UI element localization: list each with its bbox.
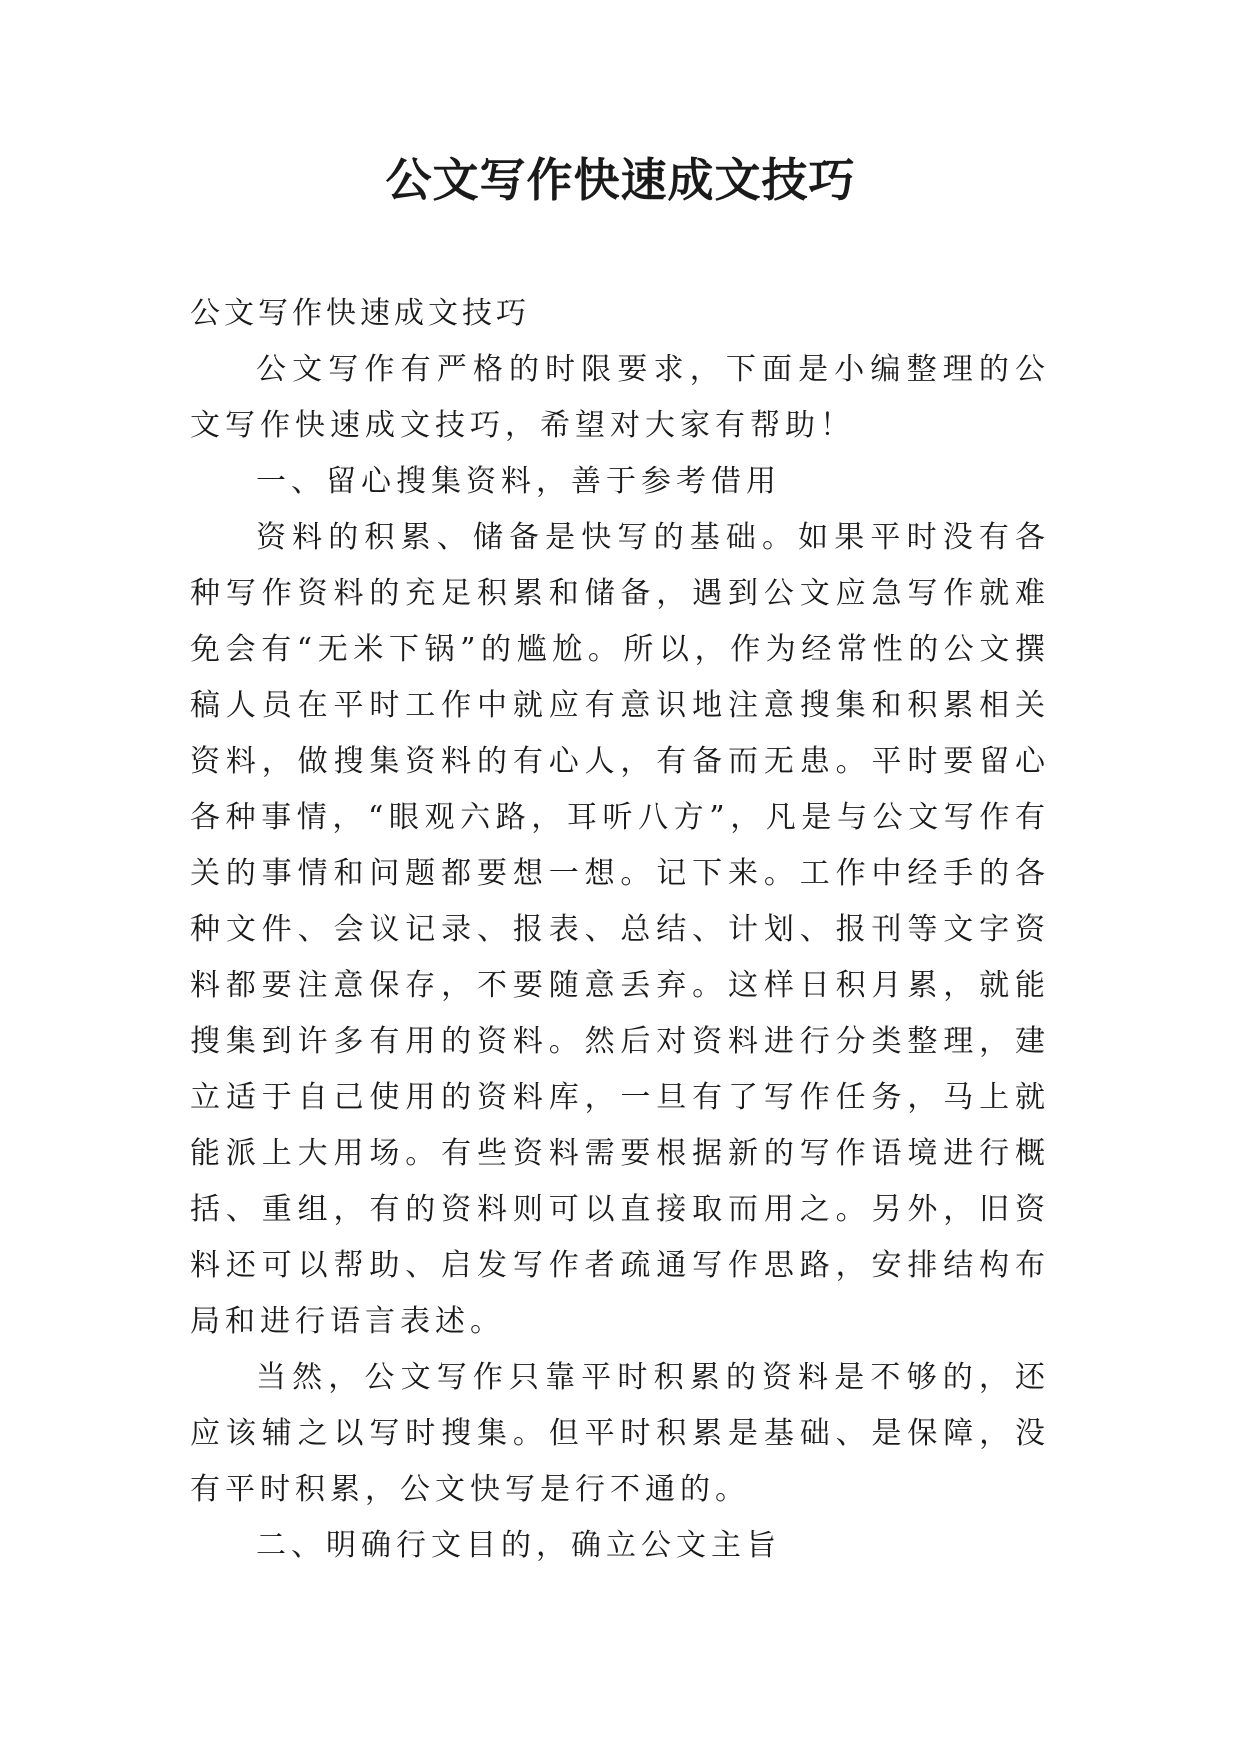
paragraph-section-1-body: 资料的积累、储备是快写的基础。如果平时没有各种写作资料的充足积累和储备，遇到公文应急写作就难免会有“无米下锅”的尴尬。所以，作为经常性的公文撰稿人员在平时工作中就应有意识地注意搜集和积累相关资料，做搜集资料的有心人，有备而无患。平时要留心各种事情，“眼观六路，耳听八方”，凡是与公文写作有关的事情和问题都要想一想。记下来。工作中经手的各种文件、会议记录、报表、总结、计划、报刊等文字资料都要注意保存，不要随意丢弃。这样日积月累，就能搜集到许多有用的资料。然后对资料进行分类整理，建立适于自己使用的资料库，一旦有了写作任务，马上就能派上大用场。有些资料需要根据新的写作语境进行概括、重组，有的资料则可以直接取而用之。另外，旧资料还可以帮助、启发写作者疏通写作思路，安排结构布局和进行语言表述。	[190, 520, 1050, 1339]
document-body	[190, 286, 1050, 1574]
paragraph-intro: 公文写作有严格的时限要求，下面是小编整理的公文写作快速成文技巧，希望对大家有帮助！	[190, 352, 1050, 443]
paragraph-section-1-conclusion: 当然，公文写作只靠平时积累的资料是不够的，还应该辅之以写时搜集。但平时积累是基础、是保障，没有平时积累，公文快写是行不通的。	[190, 1360, 1050, 1507]
document-title: 公文写作快速成文技巧	[385, 153, 856, 207]
document-subtitle: 公文写作快速成文技巧	[190, 296, 530, 331]
section-heading-2: 二、明确行文目的，确立公文主旨	[256, 1528, 781, 1563]
section-heading-1: 一、留心搜集资料，善于参考借用	[256, 464, 781, 499]
